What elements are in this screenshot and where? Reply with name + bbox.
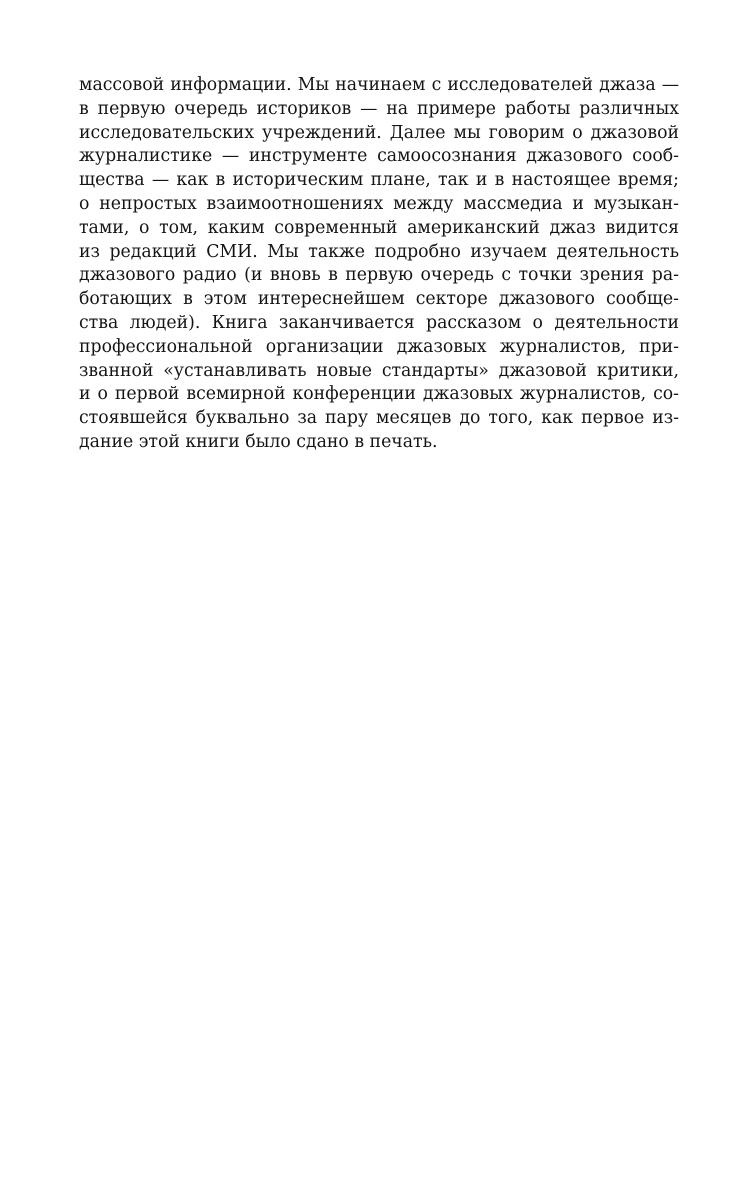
- text-line: из редакций СМИ. Мы также подробно изучаем деятельность: [79, 241, 679, 262]
- text-line: ства людей). Книга заканчивается рассказом о деятельности: [79, 312, 679, 333]
- text-line: журналистике — инструменте самоосознания джазового сооб-: [79, 146, 679, 167]
- body-paragraph: [79, 74, 679, 455]
- text-line: джазового радио (и вновь в первую очередь с точки зрения ра-: [79, 265, 679, 286]
- text-line: исследовательских учреждений. Далее мы говорим о джазовой: [79, 122, 679, 143]
- text-line: и о первой всемирной конференции джазовых журналистов, со-: [79, 384, 679, 405]
- text-line: в первую очередь историков — на примере работы различных: [79, 98, 679, 119]
- text-line: ботающих в этом интереснейшем секторе джазового сообще-: [79, 289, 679, 310]
- text-line: о непростых взаимоотношениях между массмедиа и музыкан-: [79, 193, 679, 214]
- text-line: стоявшейся буквально за пару месяцев до того, как первое из-: [79, 408, 679, 429]
- text-line: массовой информации. Мы начинаем с исследователей джаза —: [79, 75, 679, 95]
- text-line: профессиональной организации джазовых журналистов, при-: [79, 336, 679, 357]
- text-line: дание этой книги было сдано в печать.: [79, 431, 438, 452]
- text-line: званной «устанавливать новые стандарты» джазовой критики,: [79, 360, 679, 381]
- text-line: тами, о том, каким современный американский джаз видится: [79, 217, 679, 238]
- text-line: щества — как в историческим плане, так и в настоящее время;: [79, 170, 679, 191]
